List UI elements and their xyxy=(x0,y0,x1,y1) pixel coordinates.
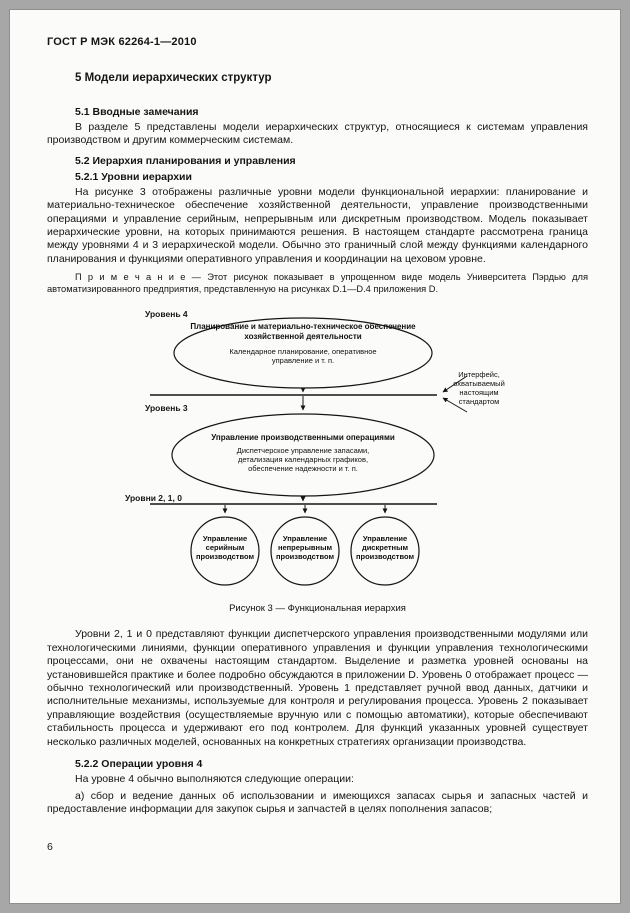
section-5-2-2-item-a: а) сбор и ведение данных об использовании и имеющихся запасах сырья и запасных частей и предоставление информации для закупок сырья и запчастей в целях пополнения запасов; xyxy=(47,789,588,815)
section-5-1-paragraph: В разделе 5 представлены модели иерархических структур, относящиеся к системам управления производством и другим коммерческим системам. xyxy=(47,121,588,147)
figure-3-functional-hierarchy xyxy=(47,307,588,625)
level4-ellipse-subtitle: Календарное планирование, оперативное управление и т. п. xyxy=(229,347,377,366)
page-content xyxy=(47,36,588,816)
level4-label: Уровень 4 xyxy=(145,309,188,320)
section-5-2-1-paragraph: На рисунке 3 отображены различные уровни модели функциональной иерархии: планирование и материально-техническое обеспечение хозяйственной деятельности, управление производственными операциями и управление серийным, непрерывным или дискретным производством. Модель показывает иерархические уровни, на которых принимаются решения. В настоящем стандарте рассмотрена граница между уровнями 4 и 3 иерархической модели. Обычно это граничный слой между функциями календарного планирования и функциями оперативного управления и координации на цеховом уровне. xyxy=(47,185,588,265)
batch-control-circle-label: Управление серийным производством xyxy=(195,534,255,562)
levels-2-1-0-label: Уровни 2, 1, 0 xyxy=(125,493,182,504)
section-5-title: 5 Модели иерархических структур xyxy=(75,72,272,84)
figure-caption: Рисунок 3 — Функциональная иерархия xyxy=(229,603,406,615)
level3-ellipse-subtitle: Диспетчерское управление запасами, детализация календарных графиков, обеспечение надежности и т. п. xyxy=(236,446,370,474)
page-number: 6 xyxy=(47,841,53,853)
document-page xyxy=(9,9,621,904)
level4-ellipse-title: Планирование и материально-техническое обеспечение хозяйственной деятельности xyxy=(190,322,416,342)
level3-label: Уровень 3 xyxy=(145,403,188,414)
doc-header: ГОСТ Р МЭК 62264-1—2010 xyxy=(47,36,197,48)
section-5-2-2-intro: На уровне 4 обычно выполняются следующие операции: xyxy=(75,773,354,786)
levels-description-paragraph: Уровни 2, 1 и 0 представляют функции диспетчерского управления производственными модулями или технологическими линиями, функции оперативного управления и функции управления технологическими процессами, они не охвачены настоящим стандартом. Выделение и разметка уровней основаны на установившейся практике и более подробно обсуждаются в приложении D. Уровень 0 отображает процесс — обычно технологический или производственный. Уровень 1 представляет ручной ввод данных, датчики и исполнительные механизмы, используемые для контроля и регулирования процесса. Уровень 2 показывает управляющие воздействия (осуществляемые вручную или с помощью автоматики), которые обеспечивают стабильность процесса и удерживают его под контролем. Для функций указанных уровней существует несколько различных моделей, основанных на конкретных стратегиях организации производства. xyxy=(47,628,588,748)
section-5-2-title: 5.2 Иерархия планирования и управления xyxy=(75,154,296,167)
section-5-2-2-title: 5.2.2 Операции уровня 4 xyxy=(75,758,203,771)
discrete-control-circle-label: Управление дискретным производством xyxy=(355,534,415,562)
section-5-2-1-title: 5.2.1 Уровни иерархии xyxy=(75,170,192,183)
continuous-control-circle-label: Управление непрерывным производством xyxy=(275,534,335,562)
level3-ellipse-title: Управление производственными операциями xyxy=(211,433,395,443)
interface-callout-label: Интерфейс, охватываемый настоящим стандартом xyxy=(453,370,505,406)
section-5-1-title: 5.1 Вводные замечания xyxy=(75,106,199,118)
note-paragraph: П р и м е ч а н и е — Этот рисунок показывает в упрощенном виде модель Университета Пэрдью для автоматизированного предприятия, представленную на рисунках D.1—D.4 приложения D. xyxy=(47,272,588,294)
